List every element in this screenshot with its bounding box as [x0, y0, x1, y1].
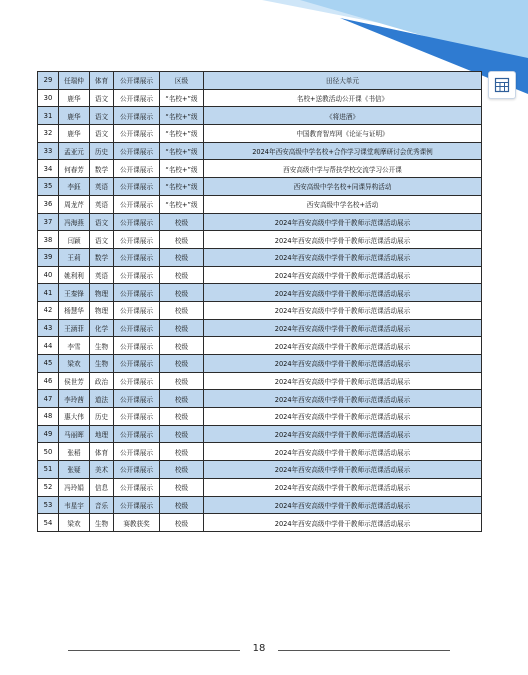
table-row	[38, 142, 482, 160]
teacher-name-cell: 李鈺	[59, 178, 90, 196]
subject-cell: 信息	[90, 478, 114, 496]
teacher-name-cell: 任瑞仲	[59, 72, 90, 90]
table-row	[38, 408, 482, 426]
row-number-cell: 37	[38, 213, 59, 231]
content-cell: 2024年西安高级中学骨干教师示范课活动展示	[204, 301, 482, 319]
row-number-cell: 32	[38, 125, 59, 143]
row-number-cell: 49	[38, 425, 59, 443]
activity-type-cell: 公开课展示	[114, 160, 160, 178]
row-number-cell: 31	[38, 107, 59, 125]
teacher-name-cell: 梁欢	[59, 355, 90, 373]
table-grid-icon	[494, 77, 510, 93]
activity-type-cell: 公开课展示	[114, 248, 160, 266]
page-number: 18	[252, 643, 266, 654]
activity-type-cell: 公开课展示	[114, 390, 160, 408]
activity-type-cell: 公开课展示	[114, 408, 160, 426]
row-number-cell: 35	[38, 178, 59, 196]
teacher-name-cell: 王涵菲	[59, 319, 90, 337]
content-cell: 名校+送教活动公开课《书信》	[204, 89, 482, 107]
teacher-name-cell: 鹿华	[59, 89, 90, 107]
subject-cell: 英语	[90, 266, 114, 284]
subject-cell: 体育	[90, 72, 114, 90]
subject-cell: 数学	[90, 160, 114, 178]
content-cell: 2024年西安高级中学骨干教师示范课活动展示	[204, 496, 482, 514]
subject-cell: 生物	[90, 355, 114, 373]
teacher-name-cell: 李雪	[59, 337, 90, 355]
row-number-cell: 30	[38, 89, 59, 107]
level-cell: 校级	[160, 337, 204, 355]
subject-cell: 语文	[90, 107, 114, 125]
level-cell: 校级	[160, 461, 204, 479]
level-cell: 校级	[160, 319, 204, 337]
subject-cell: 生物	[90, 337, 114, 355]
row-number-cell: 36	[38, 195, 59, 213]
content-cell: 2024年西安高级中学骨干教师示范课活动展示	[204, 408, 482, 426]
level-cell: “名校+”级	[160, 89, 204, 107]
content-cell: 2024年西安高级中学骨干教师示范课活动展示	[204, 337, 482, 355]
content-cell: 2024年西安高级中学骨干教师示范课活动展示	[204, 355, 482, 373]
content-cell: 2024年西安高级中学骨干教师示范课活动展示	[204, 372, 482, 390]
content-cell: 2024年西安高级中学骨干教师示范课活动展示	[204, 266, 482, 284]
row-number-cell: 47	[38, 390, 59, 408]
teacher-name-cell: 王莉	[59, 248, 90, 266]
subject-cell: 历史	[90, 142, 114, 160]
level-cell: “名校+”级	[160, 160, 204, 178]
activity-type-cell: 公开课展示	[114, 213, 160, 231]
teacher-name-cell: 鹿华	[59, 125, 90, 143]
content-cell: 2024年西安高级中学骨干教师示范课活动展示	[204, 478, 482, 496]
content-cell: 2024年西安高级中学骨干教师示范课活动展示	[204, 514, 482, 532]
row-number-cell: 48	[38, 408, 59, 426]
level-cell: 校级	[160, 514, 204, 532]
subject-cell: 地理	[90, 425, 114, 443]
table-row	[38, 478, 482, 496]
subject-cell: 语文	[90, 125, 114, 143]
subject-cell: 数学	[90, 248, 114, 266]
row-number-cell: 39	[38, 248, 59, 266]
level-cell: 校级	[160, 213, 204, 231]
teacher-name-cell: 张稻	[59, 443, 90, 461]
row-number-cell: 34	[38, 160, 59, 178]
table-row	[38, 514, 482, 532]
content-cell: 2024年西安高级中学骨干教师示范课活动展示	[204, 231, 482, 249]
footer-rule-right	[278, 650, 450, 651]
content-cell: 《将进酒》	[204, 107, 482, 125]
activity-type-cell: 公开课展示	[114, 319, 160, 337]
level-cell: 校级	[160, 372, 204, 390]
row-number-cell: 52	[38, 478, 59, 496]
teacher-name-cell: 马丽晖	[59, 425, 90, 443]
table-row	[38, 337, 482, 355]
row-number-cell: 46	[38, 372, 59, 390]
activity-type-cell: 公开课展示	[114, 355, 160, 373]
activity-type-cell: 公开课展示	[114, 72, 160, 90]
level-cell: “名校+”级	[160, 107, 204, 125]
teacher-name-cell: 张疑	[59, 461, 90, 479]
level-cell: “名校+”级	[160, 125, 204, 143]
level-cell: 校级	[160, 496, 204, 514]
table-row	[38, 496, 482, 514]
subject-cell: 英语	[90, 195, 114, 213]
table-row	[38, 284, 482, 302]
table-row	[38, 125, 482, 143]
level-cell: 校级	[160, 478, 204, 496]
activity-type-cell: 公开课展示	[114, 195, 160, 213]
row-number-cell: 41	[38, 284, 59, 302]
teacher-name-cell: 冯玲娟	[59, 478, 90, 496]
level-cell: 区级	[160, 72, 204, 90]
teacher-name-cell: 鹿华	[59, 107, 90, 125]
table-row	[38, 461, 482, 479]
records-table-body	[38, 72, 482, 532]
content-cell: 2024年西安高级中学骨干教师示范课活动展示	[204, 461, 482, 479]
teacher-name-cell: 冯海燕	[59, 213, 90, 231]
content-cell: 2024年西安高级中学骨干教师示范课活动展示	[204, 319, 482, 337]
table-row	[38, 319, 482, 337]
records-table	[37, 71, 482, 532]
teacher-name-cell: 杨慧华	[59, 301, 90, 319]
table-view-button[interactable]	[488, 71, 516, 99]
content-cell: 2024年西安高级中学名校+合作学习课堂观摩研讨会优秀课例	[204, 142, 482, 160]
table-row	[38, 266, 482, 284]
row-number-cell: 45	[38, 355, 59, 373]
row-number-cell: 29	[38, 72, 59, 90]
content-cell: 2024年西安高级中学骨干教师示范课活动展示	[204, 443, 482, 461]
content-cell: 2024年西安高级中学骨干教师示范课活动展示	[204, 213, 482, 231]
activity-type-cell: 公开课展示	[114, 337, 160, 355]
subject-cell: 体育	[90, 443, 114, 461]
subject-cell: 历史	[90, 408, 114, 426]
row-number-cell: 54	[38, 514, 59, 532]
footer-rule-left	[68, 650, 240, 651]
row-number-cell: 53	[38, 496, 59, 514]
subject-cell: 政治	[90, 372, 114, 390]
subject-cell: 语文	[90, 213, 114, 231]
activity-type-cell: 公开课展示	[114, 301, 160, 319]
table-row	[38, 248, 482, 266]
table-row	[38, 72, 482, 90]
row-number-cell: 40	[38, 266, 59, 284]
table-row	[38, 89, 482, 107]
activity-type-cell: 公开课展示	[114, 266, 160, 284]
table-row	[38, 443, 482, 461]
table-row	[38, 425, 482, 443]
level-cell: 校级	[160, 248, 204, 266]
teacher-name-cell: 梁欢	[59, 514, 90, 532]
level-cell: “名校+”级	[160, 142, 204, 160]
level-cell: “名校+”级	[160, 178, 204, 196]
row-number-cell: 44	[38, 337, 59, 355]
subject-cell: 物理	[90, 301, 114, 319]
activity-type-cell: 公开课展示	[114, 125, 160, 143]
table-row	[38, 301, 482, 319]
activity-type-cell: 公开课展示	[114, 231, 160, 249]
activity-type-cell: 公开课展示	[114, 425, 160, 443]
content-cell: 2024年西安高级中学骨干教师示范课活动展示	[204, 248, 482, 266]
activity-type-cell: 公开课展示	[114, 443, 160, 461]
level-cell: 校级	[160, 390, 204, 408]
teacher-name-cell: 孟亚元	[59, 142, 90, 160]
level-cell: 校级	[160, 408, 204, 426]
subject-cell: 美术	[90, 461, 114, 479]
content-cell: 西安高级中学与帮扶学校交流学习公开课	[204, 160, 482, 178]
content-cell: 西安高级中学名校+活动	[204, 195, 482, 213]
activity-type-cell: 公开课展示	[114, 496, 160, 514]
content-cell: 2024年西安高级中学骨干教师示范课活动展示	[204, 284, 482, 302]
table-row	[38, 178, 482, 196]
table-row	[38, 107, 482, 125]
table-row	[38, 390, 482, 408]
table-row	[38, 231, 482, 249]
table-row	[38, 213, 482, 231]
teacher-name-cell: 周龙芹	[59, 195, 90, 213]
subject-cell: 语文	[90, 89, 114, 107]
teacher-name-cell: 姚利利	[59, 266, 90, 284]
subject-cell: 生物	[90, 514, 114, 532]
subject-cell: 物理	[90, 284, 114, 302]
activity-type-cell: 公开课展示	[114, 89, 160, 107]
row-number-cell: 33	[38, 142, 59, 160]
activity-type-cell: 公开课展示	[114, 284, 160, 302]
activity-type-cell: 公开课展示	[114, 372, 160, 390]
level-cell: 校级	[160, 231, 204, 249]
activity-type-cell: 公开课展示	[114, 461, 160, 479]
activity-type-cell: 公开课展示	[114, 478, 160, 496]
content-cell: 中国教育智库网《论证与证明》	[204, 125, 482, 143]
teacher-name-cell: 王秦锋	[59, 284, 90, 302]
subject-cell: 语文	[90, 231, 114, 249]
teacher-name-cell: 惠大伟	[59, 408, 90, 426]
subject-cell: 化学	[90, 319, 114, 337]
table-row	[38, 372, 482, 390]
table-row	[38, 355, 482, 373]
level-cell: 校级	[160, 284, 204, 302]
content-cell: 2024年西安高级中学骨干教师示范课活动展示	[204, 390, 482, 408]
teacher-name-cell: 李玲茜	[59, 390, 90, 408]
subject-cell: 英语	[90, 178, 114, 196]
content-cell: 田径大单元	[204, 72, 482, 90]
activity-type-cell: 公开课展示	[114, 107, 160, 125]
teacher-name-cell: 韦星宇	[59, 496, 90, 514]
activity-type-cell: 公开课展示	[114, 142, 160, 160]
content-cell: 西安高级中学名校+同课异构活动	[204, 178, 482, 196]
level-cell: 校级	[160, 355, 204, 373]
teacher-name-cell: 闫颖	[59, 231, 90, 249]
level-cell: 校级	[160, 443, 204, 461]
subject-cell: 道法	[90, 390, 114, 408]
row-number-cell: 43	[38, 319, 59, 337]
row-number-cell: 42	[38, 301, 59, 319]
level-cell: “名校+”级	[160, 195, 204, 213]
subject-cell: 音乐	[90, 496, 114, 514]
level-cell: 校级	[160, 425, 204, 443]
content-cell: 2024年西安高级中学骨干教师示范课活动展示	[204, 425, 482, 443]
level-cell: 校级	[160, 266, 204, 284]
teacher-name-cell: 侯世芳	[59, 372, 90, 390]
row-number-cell: 50	[38, 443, 59, 461]
level-cell: 校级	[160, 301, 204, 319]
teacher-name-cell: 何春芳	[59, 160, 90, 178]
row-number-cell: 51	[38, 461, 59, 479]
activity-type-cell: 公开课展示	[114, 178, 160, 196]
table-row	[38, 160, 482, 178]
activity-type-cell: 赛教获奖	[114, 514, 160, 532]
table-row	[38, 195, 482, 213]
row-number-cell: 38	[38, 231, 59, 249]
